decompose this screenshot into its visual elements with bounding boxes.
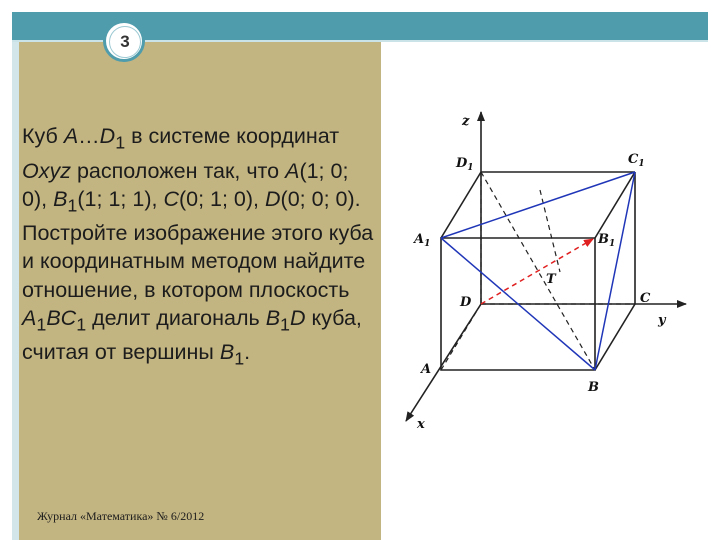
axis-label-y: y — [658, 313, 666, 328]
vertex-label-B: B — [588, 380, 599, 395]
vertex-label: D — [290, 305, 306, 330]
slide-number: 3 — [109, 26, 141, 58]
vertex-label: D — [265, 186, 281, 211]
plane-line-BC1 — [595, 172, 635, 370]
segment-to-T — [540, 190, 560, 272]
problem-text-part: делит диагональ — [86, 305, 266, 330]
vertex-label-D1: $D_1$ — [456, 156, 474, 173]
vertex-label: BC — [46, 305, 77, 330]
axis-label-x: x — [417, 417, 425, 432]
vertex-label-A1: $A_1$ — [414, 232, 431, 249]
subscript: 1 — [36, 314, 47, 335]
problem-text-part: в системе координат — [125, 124, 340, 148]
vertex-label: A — [63, 124, 79, 148]
plane-line-A1C1 — [441, 172, 635, 238]
vertex-label: D — [99, 124, 116, 148]
subscript: 1 — [76, 314, 87, 335]
vertex-label: C — [163, 186, 179, 211]
subscript: 1 — [115, 132, 126, 153]
slide-number-badge — [103, 20, 145, 62]
edge-A1D1 — [441, 172, 481, 238]
vertex-label: B — [219, 340, 235, 365]
problem-text-part: . — [244, 340, 251, 365]
problem-text-part: расположен так, что — [70, 158, 286, 183]
problem-text-part: куба, считая от вершины — [22, 305, 362, 365]
left-accent-strip — [12, 42, 19, 540]
axis-label-z: z — [462, 114, 470, 129]
vertex-label-B1: $B_1$ — [598, 232, 616, 249]
coordinate-system-label: Oxyz — [22, 158, 71, 183]
coords: (0; 1; 0), — [178, 186, 266, 211]
vertex-label-D: D — [460, 295, 472, 310]
vertex-label-C: C — [640, 291, 651, 306]
footer-source: Журнал «Математика» № 6/2012 — [37, 509, 205, 523]
coords: (1; 1; 1), — [77, 186, 164, 211]
problem-statement — [22, 122, 378, 373]
vertex-label: A — [22, 305, 37, 330]
vector-DB1 — [481, 239, 593, 304]
vertex-label: A — [285, 158, 300, 183]
point-label-T: T — [546, 272, 556, 287]
vertex-label: B — [53, 186, 68, 211]
cube-diagram — [395, 100, 705, 440]
problem-text-part: … — [78, 124, 100, 148]
subscript: 1 — [67, 195, 78, 215]
subscript: 1 — [280, 314, 290, 335]
coords: (1; 0; 0), — [22, 158, 349, 211]
subscript: 1 — [234, 348, 245, 369]
problem-text-part: Куб — [22, 124, 64, 148]
edge-AD — [441, 304, 481, 370]
vertex-label-A: A — [421, 362, 432, 377]
vertex-label-C1: $C_1$ — [628, 152, 645, 169]
vertex-label: B — [265, 305, 281, 330]
coords: (0; 0; 0). Постройте изображение этого куба и координатным методом найдите отношение, в котором плоскость — [22, 186, 374, 302]
